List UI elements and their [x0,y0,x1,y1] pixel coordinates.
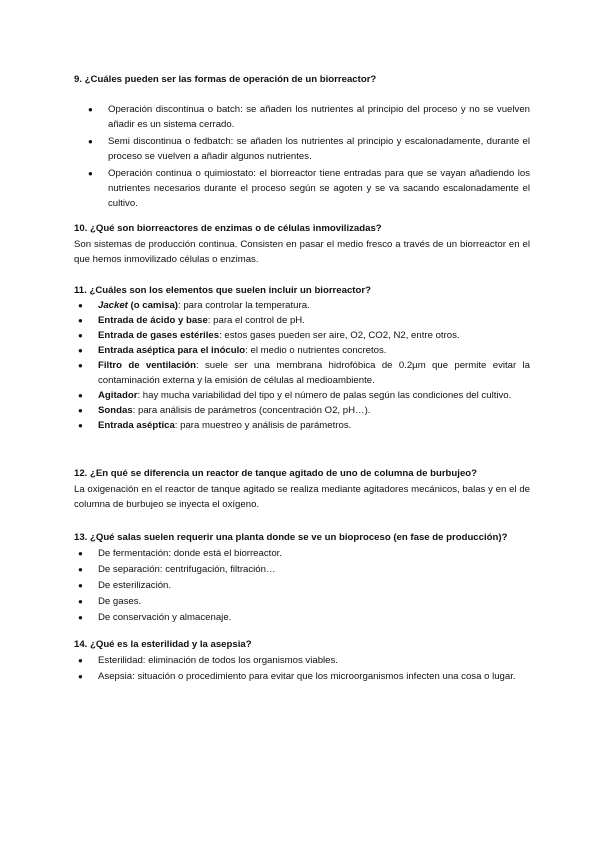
question-12-answer: La oxigenación en el reactor de tanque agitado se realiza mediante agitadores mecánicos, balas y en el de columna de burbujeo se inyecta el oxígeno. [74,484,530,510]
question-11-section [74,284,530,433]
bullet-icon: ● [78,656,83,665]
question-9-title: 9. ¿Cuáles pueden ser las formas de operación de un biorreactor? [74,74,377,85]
question-14-title: 14. ¿Qué es la esterilidad y la asepsia? [74,639,252,650]
list-item: ● De esterilización. [78,580,172,591]
bullet-icon: ● [78,613,83,622]
question-13-section [74,531,530,625]
bullet-icon: ● [78,346,83,355]
question-9-section [74,73,530,211]
list-item: ● Operación discontinua o batch: se añaden los nutrientes al principio del proceso y no se vuelven añadir es un sistema cerrado. [88,104,530,130]
bullet-icon: ● [78,301,83,310]
question-11-title: 11. ¿Cuáles son los elementos que suelen incluir un biorreactor? [74,285,371,296]
list-item: ● Asepsia: situación o procedimiento para evitar que los microorganismos infecten una cosa o lugar. [78,671,516,682]
list-item: ● Sondas: para análisis de parámetros (concentración O2, pH…). [78,405,371,416]
bullet-icon: ● [88,169,93,178]
question-10-answer: Son sistemas de producción continua. Consisten en pasar el medio fresco a través de un biorreactor en el que hemos inmovilizado células o enzimas. [74,239,530,265]
list-item: ● Agitador: hay mucha variabilidad del tipo y el número de palas según las condiciones del cultivo. [78,390,512,401]
question-14-list [74,653,530,684]
bullet-icon: ● [78,549,83,558]
question-13-list [74,546,530,625]
bullet-icon: ● [78,391,83,400]
list-item: ● Entrada aséptica para el inóculo: el medio o nutrientes concretos. [78,345,387,356]
list-item: ● Semi discontinua o fedbatch: se añaden los nutrientes al principio y escalonadamente, durante el proceso se vuelven a añadir algunos nutrientes. [88,136,530,162]
bullet-icon: ● [78,421,83,430]
bullet-icon: ● [88,137,93,146]
list-item: ● De conservación y almacenaje. [78,612,232,623]
question-14-section [74,638,530,684]
list-item: ● Operación continua o quimiostato: el biorreactor tiene entradas para que se vayan añadiendo los nutrientes necesarios durante el proceso según se agoten y se va sacando escalonadamente el cultivo. [88,168,530,209]
bullet-icon: ● [78,361,83,370]
question-10-title: 10. ¿Qué son biorreactores de enzimas o de células inmovilizadas? [74,223,382,234]
bullet-icon: ● [78,672,83,681]
list-item: ● Filtro de ventilación: suele ser una membrana hidrofóbica de 0.2µm que permite evitar la contaminación externa y la emisión de células al medioambiente. [78,360,531,386]
list-item: ● De separación: centrifugación, filtración… [78,564,276,575]
question-10-section [74,222,530,267]
list-item: ● Jacket (o camisa): para controlar la temperatura. [78,300,310,311]
bullet-icon: ● [78,316,83,325]
list-item: ● Esterilidad: eliminación de todos los organismos viables. [78,655,338,666]
bullet-icon: ● [88,105,93,114]
bullet-icon: ● [78,331,83,340]
question-13-title: 13. ¿Qué salas suelen requerir una planta donde se ve un bioproceso (en fase de producción)? [74,532,508,543]
list-item: ● De gases. [78,596,142,607]
bullet-icon: ● [78,597,83,606]
list-item: ● Entrada de ácido y base: para el control de pH. [78,315,305,326]
bullet-icon: ● [78,406,83,415]
bullet-icon: ● [78,581,83,590]
question-11-list [74,298,530,433]
question-12-title: 12. ¿En qué se diferencia un reactor de tanque agitado de uno de columna de burbujeo? [74,468,478,479]
list-item: ● Entrada de gases estériles: estos gases pueden ser aire, O2, CO2, N2, entre otros. [78,330,460,341]
question-9-list [74,102,530,211]
bullet-icon: ● [78,565,83,574]
list-item: ● Entrada aséptica: para muestreo y análisis de parámetros. [78,420,352,431]
list-item: ● De fermentación: donde está el biorreactor. [78,548,282,559]
question-12-section [74,467,530,512]
